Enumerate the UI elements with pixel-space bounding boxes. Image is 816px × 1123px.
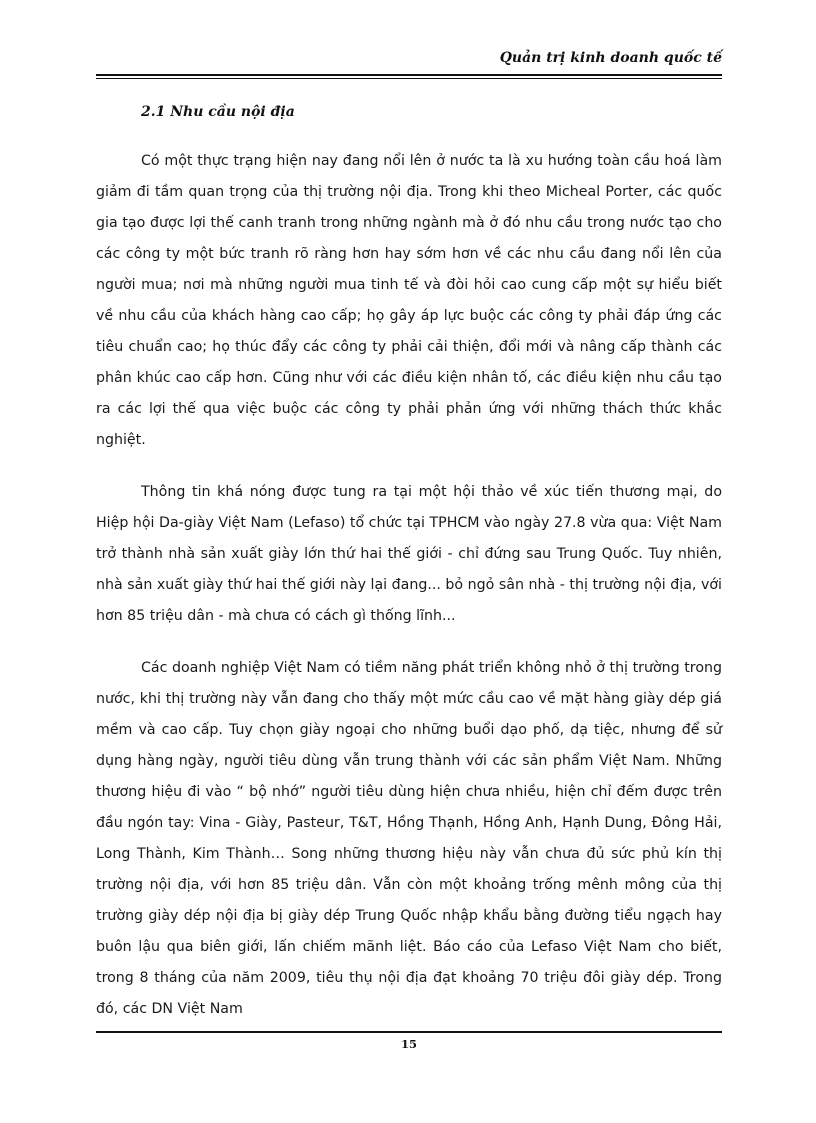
header-rule: [96, 74, 722, 76]
page-body: [96, 100, 722, 1046]
running-header-title: Quản trị kinh doanh quốc tế: [499, 50, 722, 66]
page-number: 15: [400, 1037, 417, 1051]
paragraph-2: Thông tin khá nóng được tung ra tại một hội thảo về xúc tiến thương mại, do Hiệp hội Da-giày Việt Nam (Lefaso) tổ chức tại TPHCM vào ngày 27.8 vừa qua: Việt Nam trở thành nhà sản xuất giày lớn thứ hai thế giới - chỉ đứng sau Trung Quốc. Tuy nhiên, nhà sản xuất giày thứ hai thế giới này lại đang... bỏ ngỏ sân nhà - thị trường nội địa, với hơn 85 triệu dân - mà chưa có cách gì thống lĩnh...: [96, 484, 722, 624]
header-rule-thin: [96, 78, 722, 79]
paragraph-3: Các doanh nghiệp Việt Nam có tiềm năng phát triển không nhỏ ở thị trường trong nước, khi thị trường này vẫn đang cho thấy một mức cầu cao về mặt hàng giày dép giá mềm và cao cấp. Tuy chọn giày ngoại cho những buổi dạo phố, dạ tiệc, nhưng để sử dụng hàng ngày, người tiêu dùng vẫn trung thành với các sản phẩm Việt Nam. Những thương hiệu đi vào “ bộ nhớ” người tiêu dùng hiện chưa nhiều, hiện chỉ đếm được trên đầu ngón tay: Vina - Giày, Pasteur, T&T, Hồng Thạnh, Hồng Anh, Hạnh Dung, Đông Hải, Long Thành, Kim Thành… Song những thương hiệu này vẫn chưa đủ sức phủ kín thị trường nội địa, với hơn 85 triệu dân. Vẫn còn một khoảng trống mênh mông của thị trường giày dép nội địa bị giày dép Trung Quốc nhập khẩu bằng đường tiểu ngạch hay buôn lậu qua biên giới, lấn chiếm mãnh liệt. Báo cáo của Lefaso Việt Nam cho biết, trong 8 tháng của năm 2009, tiêu thụ nội địa đạt khoảng 70 triệu đôi giày dép. Trong đó, các DN Việt Nam: [96, 660, 722, 1017]
section-heading: 2.1 Nhu cầu nội địa: [141, 104, 295, 120]
paragraph-1: Có một thực trạng hiện nay đang nổi lên ở nước ta là xu hướng toàn cầu hoá làm giảm đi tầm quan trọng của thị trường nội địa. Trong khi theo Micheal Porter, các quốc gia tạo được lợi thế canh tranh trong những ngành mà ở đó nhu cầu trong nước tạo cho các công ty một bức tranh rõ ràng hơn hay sớm hơn về các nhu cầu đang nổi lên của người mua; nơi mà những người mua tinh tế và đòi hỏi cao cung cấp một sự hiểu biết về nhu cầu của khách hàng cao cấp; họ gây áp lực buộc các công ty phải đáp ứng các tiêu chuẩn cao; họ thúc đẩy các công ty phải cải thiện, đổi mới và nâng cấp thành các phân khúc cao cấp hơn. Cũng như với các điều kiện nhân tố, các điều kiện nhu cầu tạo ra các lợi thế qua việc buộc các công ty phải phản ứng với những thách thức khắc nghiệt.: [96, 153, 722, 448]
footer-rule: [96, 1031, 722, 1033]
